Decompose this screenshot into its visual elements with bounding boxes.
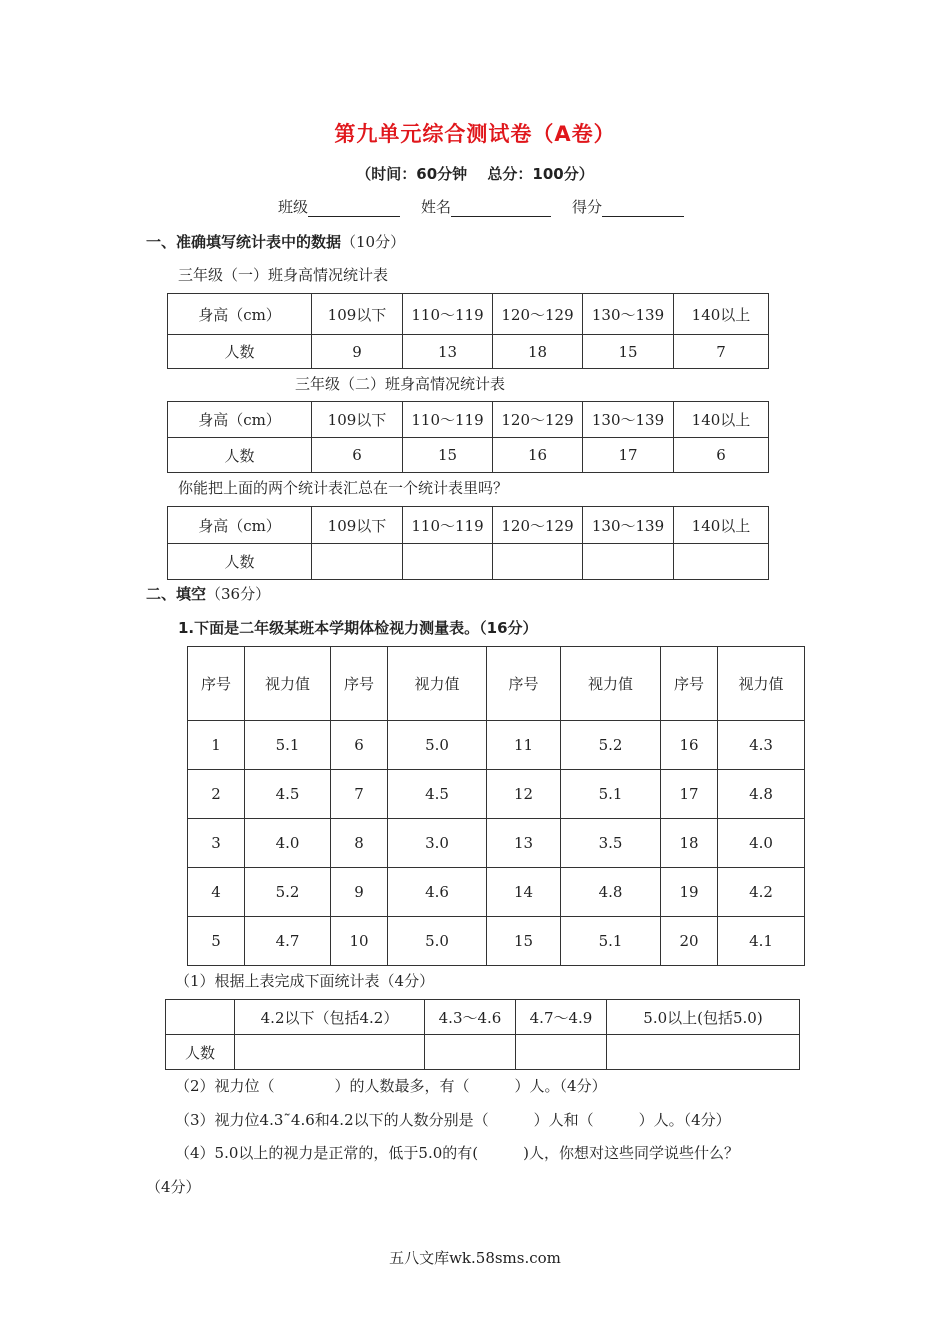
class-blank[interactable]: [308, 200, 400, 217]
stat-header-cell: [166, 1000, 235, 1035]
vision-cell: 6: [331, 721, 388, 770]
class-field: [278, 196, 400, 217]
vision-header-cell: 序号: [487, 647, 561, 721]
answer-cell[interactable]: [403, 544, 493, 580]
header-cell: 130～139: [583, 294, 674, 335]
value-cell: 7: [674, 335, 769, 369]
stat-header-cell: 4.7～4.9: [516, 1000, 607, 1035]
vision-cell: 5.0: [388, 917, 487, 966]
vision-table: [187, 646, 805, 966]
question1: 1.下面是二年级某班本学期体检视力测量表。（16分）: [178, 619, 538, 637]
vision-cell: 4.5: [388, 770, 487, 819]
vision-cell: 4.0: [718, 819, 805, 868]
vision-cell: 12: [487, 770, 561, 819]
stat-header-cell: 5.0以上(包括5.0): [607, 1000, 800, 1035]
time-score-info: （时间：60分钟 总分：100分）: [356, 165, 594, 183]
section2-points: （36分）: [206, 585, 271, 603]
vision-cell: 4.7: [245, 917, 331, 966]
vision-cell: 5: [188, 917, 245, 966]
answer-cell[interactable]: [493, 544, 583, 580]
answer-cell[interactable]: [425, 1035, 516, 1070]
class-label: 班级: [278, 198, 309, 216]
stat-header-cell: 4.2以下（包括4.2）: [235, 1000, 425, 1035]
vision-cell: 2: [188, 770, 245, 819]
value-cell: 9: [312, 335, 403, 369]
vision-cell: 19: [661, 868, 718, 917]
header-cell: 109以下: [312, 402, 403, 438]
value-cell: 17: [583, 438, 674, 473]
answer-cell[interactable]: [583, 544, 674, 580]
vision-cell: 5.2: [561, 721, 661, 770]
sub-question-4-points: （4分）: [146, 1178, 201, 1196]
vision-cell: 3.5: [561, 819, 661, 868]
answer-cell[interactable]: [516, 1035, 607, 1070]
header-cell: 130～139: [583, 402, 674, 438]
value-cell: 18: [493, 335, 583, 369]
vision-cell: 10: [331, 917, 388, 966]
vision-cell: 11: [487, 721, 561, 770]
vision-cell: 4.8: [718, 770, 805, 819]
header-cell: 110～119: [403, 507, 493, 544]
vision-cell: 5.0: [388, 721, 487, 770]
vision-cell: 3.0: [388, 819, 487, 868]
vision-cell: 4: [188, 868, 245, 917]
vision-header-cell: 视力值: [561, 647, 661, 721]
vision-cell: 7: [331, 770, 388, 819]
answer-cell[interactable]: [607, 1035, 800, 1070]
vision-cell: 4.6: [388, 868, 487, 917]
name-blank[interactable]: [451, 200, 551, 217]
height-table-combined: [167, 506, 769, 580]
sub-question-3: （3）视力位4.3˜4.6和4.2以下的人数分别是（ ）人和（ ）人。（4分）: [175, 1111, 731, 1129]
section1-heading: [146, 231, 405, 252]
table2-caption: 三年级（二）班身高情况统计表: [295, 375, 506, 393]
vision-header-cell: 序号: [331, 647, 388, 721]
section1-points: （10分）: [341, 233, 406, 251]
vision-cell: 18: [661, 819, 718, 868]
header-cell: 140以上: [674, 507, 769, 544]
row-label: 人数: [168, 544, 312, 580]
value-cell: 15: [403, 438, 493, 473]
header-cell: 120～129: [493, 402, 583, 438]
vision-cell: 8: [331, 819, 388, 868]
sub-question-1: （1）根据上表完成下面统计表（4分）: [175, 972, 435, 990]
vision-cell: 4.0: [245, 819, 331, 868]
header-cell: 110～119: [403, 402, 493, 438]
header-cell: 109以下: [312, 507, 403, 544]
header-cell: 140以上: [674, 402, 769, 438]
header-cell: 110～119: [403, 294, 493, 335]
page-title: 第九单元综合测试卷（A卷）: [334, 122, 616, 146]
vision-cell: 1: [188, 721, 245, 770]
vision-header-cell: 视力值: [245, 647, 331, 721]
header-cell: 身高（cm）: [168, 294, 312, 335]
value-cell: 6: [312, 438, 403, 473]
height-table-class1: [167, 293, 769, 369]
vision-cell: 4.2: [718, 868, 805, 917]
name-field: [421, 196, 551, 217]
vision-header-cell: 视力值: [388, 647, 487, 721]
height-table-class2: [167, 401, 769, 473]
answer-cell[interactable]: [674, 544, 769, 580]
vision-header-cell: 序号: [188, 647, 245, 721]
header-cell: 身高（cm）: [168, 402, 312, 438]
score-blank[interactable]: [602, 200, 684, 217]
value-cell: 16: [493, 438, 583, 473]
vision-header-cell: 序号: [661, 647, 718, 721]
table1-caption: 三年级（一）班身高情况统计表: [178, 266, 389, 284]
vision-cell: 4.3: [718, 721, 805, 770]
vision-cell: 5.1: [561, 917, 661, 966]
sub-question-2: （2）视力位（ ）的人数最多，有（ ）人。（4分）: [175, 1077, 607, 1095]
vision-stat-table: [165, 999, 800, 1070]
header-cell: 120～129: [493, 507, 583, 544]
vision-cell: 4.5: [245, 770, 331, 819]
vision-cell: 14: [487, 868, 561, 917]
vision-cell: 5.2: [245, 868, 331, 917]
row-label: 人数: [168, 335, 312, 369]
header-cell: 140以上: [674, 294, 769, 335]
vision-cell: 9: [331, 868, 388, 917]
header-cell: 120～129: [493, 294, 583, 335]
score-field: [572, 196, 684, 217]
row-label: 人数: [168, 438, 312, 473]
vision-cell: 5.1: [561, 770, 661, 819]
vision-header-cell: 视力值: [718, 647, 805, 721]
header-cell: 130～139: [583, 507, 674, 544]
vision-cell: 5.1: [245, 721, 331, 770]
value-cell: 13: [403, 335, 493, 369]
header-cell: 身高（cm）: [168, 507, 312, 544]
vision-cell: 20: [661, 917, 718, 966]
sub-question-4: （4）5.0以上的视力是正常的，低于5.0的有( )人，你想对这些同学说些什么？: [175, 1144, 739, 1162]
section2-title: 二、填空: [146, 585, 207, 603]
value-cell: 6: [674, 438, 769, 473]
value-cell: 15: [583, 335, 674, 369]
vision-cell: 15: [487, 917, 561, 966]
section1-title: 一、准确填写统计表中的数据: [146, 233, 342, 251]
vision-cell: 16: [661, 721, 718, 770]
vision-cell: 17: [661, 770, 718, 819]
answer-cell[interactable]: [312, 544, 403, 580]
section2-heading: [146, 583, 270, 604]
vision-cell: 13: [487, 819, 561, 868]
stat-row-label: 人数: [166, 1035, 235, 1070]
footer-watermark: 五八文库wk.58sms.com: [389, 1249, 561, 1267]
vision-cell: 3: [188, 819, 245, 868]
merge-question: 你能把上面的两个统计表汇总在一个统计表里吗？: [178, 479, 509, 497]
stat-header-cell: 4.3～4.6: [425, 1000, 516, 1035]
header-cell: 109以下: [312, 294, 403, 335]
score-label: 得分: [572, 198, 603, 216]
name-label: 姓名: [421, 198, 452, 216]
vision-cell: 4.8: [561, 868, 661, 917]
answer-cell[interactable]: [235, 1035, 425, 1070]
vision-cell: 4.1: [718, 917, 805, 966]
